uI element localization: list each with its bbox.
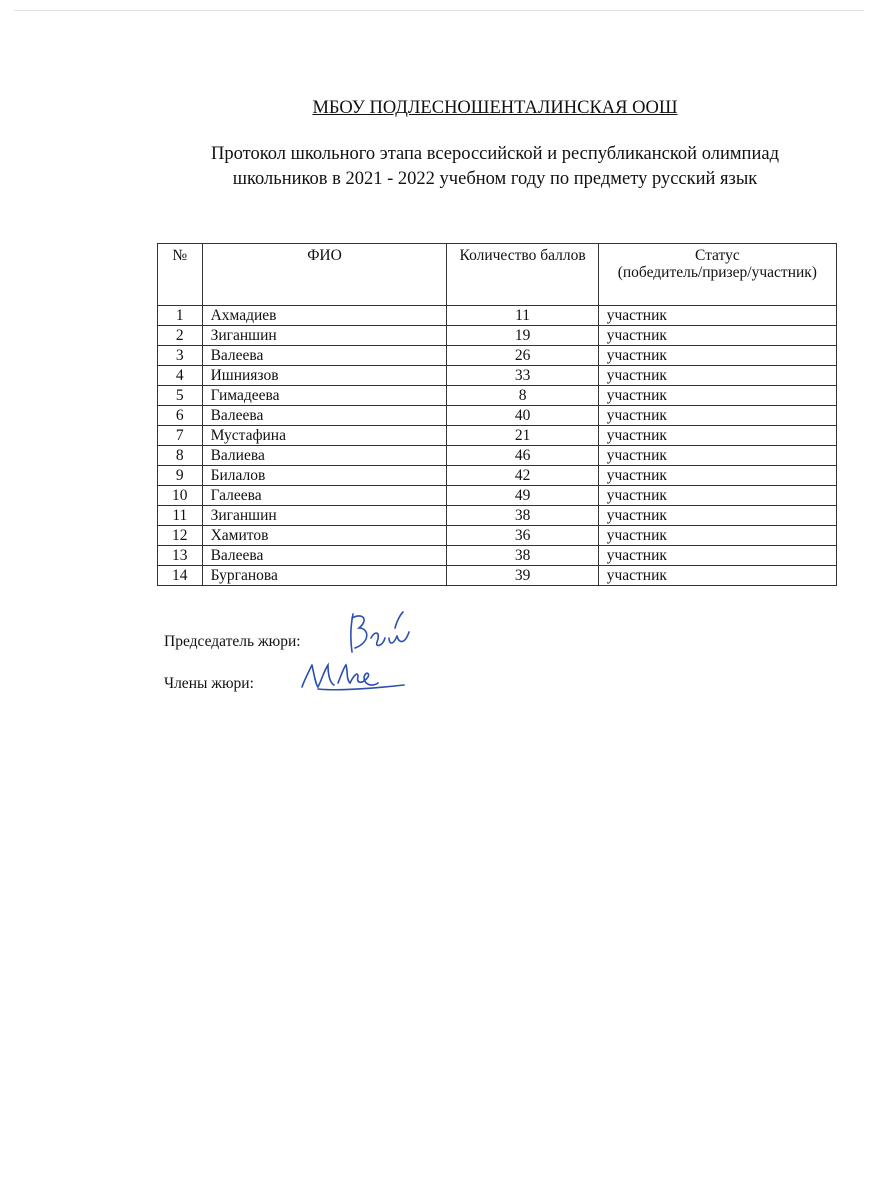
row-score: 42: [447, 466, 598, 486]
row-name: Ахмадиев: [202, 306, 447, 326]
row-name: Гимадеева: [202, 386, 447, 406]
row-status: участник: [598, 506, 836, 526]
row-status: участник: [598, 306, 836, 326]
row-status: участник: [598, 406, 836, 426]
row-score: 36: [447, 526, 598, 546]
row-num: 11: [158, 506, 203, 526]
protocol-title-line-1: Протокол школьного этапа всероссийской и республиканской олимпиад: [211, 144, 779, 164]
row-name: Бурганова: [202, 566, 447, 586]
row-num: 2: [158, 326, 203, 346]
row-score: 39: [447, 566, 598, 586]
table-row: [158, 326, 837, 346]
row-name: Валеева: [202, 406, 447, 426]
table-row: [158, 306, 837, 326]
row-num: 12: [158, 526, 203, 546]
row-score: 8: [447, 386, 598, 406]
header-status: [598, 244, 836, 306]
row-status: участник: [598, 426, 836, 446]
table-row: [158, 386, 837, 406]
chair-signature: [345, 608, 415, 660]
row-num: 5: [158, 386, 203, 406]
row-status: участник: [598, 486, 836, 506]
row-score: 49: [447, 486, 598, 506]
row-name: Билалов: [202, 466, 447, 486]
table-row: [158, 526, 837, 546]
results-table: [157, 243, 837, 586]
header-name: ФИО: [202, 244, 447, 306]
table-header-row: [158, 244, 837, 306]
row-num: 9: [158, 466, 203, 486]
row-name: Валеева: [202, 546, 447, 566]
row-status: участник: [598, 366, 836, 386]
row-name: Галеева: [202, 486, 447, 506]
table-row: [158, 506, 837, 526]
row-num: 8: [158, 446, 203, 466]
row-score: 26: [447, 346, 598, 366]
jury-chair-label: Председатель жюри:: [164, 633, 301, 650]
row-score: 11: [447, 306, 598, 326]
row-score: 40: [447, 406, 598, 426]
row-name: Мустафина: [202, 426, 447, 446]
protocol-title-line-2: школьников в 2021 - 2022 учебном году по предмету русский язык: [232, 169, 758, 189]
row-status: участник: [598, 386, 836, 406]
row-name: Зиганшин: [202, 326, 447, 346]
row-status: участник: [598, 526, 836, 546]
table-row: [158, 546, 837, 566]
table-row: [158, 366, 837, 386]
table-row: [158, 426, 837, 446]
row-num: 10: [158, 486, 203, 506]
header-status-line-1: Статус: [694, 247, 740, 264]
row-score: 19: [447, 326, 598, 346]
row-score: 38: [447, 506, 598, 526]
table-row: [158, 446, 837, 466]
table-row: [158, 486, 837, 506]
protocol-title: [0, 142, 872, 192]
row-num: 6: [158, 406, 203, 426]
row-name: Хамитов: [202, 526, 447, 546]
row-name: Валиева: [202, 446, 447, 466]
row-score: 21: [447, 426, 598, 446]
row-name: Ишниязов: [202, 366, 447, 386]
table-row: [158, 466, 837, 486]
row-status: участник: [598, 326, 836, 346]
row-name: Валеева: [202, 346, 447, 366]
header-score: Количество баллов: [447, 244, 598, 306]
row-num: 14: [158, 566, 203, 586]
row-score: 46: [447, 446, 598, 466]
row-status: участник: [598, 546, 836, 566]
row-num: 13: [158, 546, 203, 566]
members-signature: [298, 655, 410, 695]
table-row: [158, 566, 837, 586]
table-row: [158, 346, 837, 366]
row-status: участник: [598, 466, 836, 486]
header-num: №: [158, 244, 203, 306]
row-num: 4: [158, 366, 203, 386]
row-status: участник: [598, 566, 836, 586]
table-row: [158, 406, 837, 426]
table-body: [158, 306, 837, 586]
row-status: участник: [598, 446, 836, 466]
row-name: Зиганшин: [202, 506, 447, 526]
row-num: 7: [158, 426, 203, 446]
row-status: участник: [598, 346, 836, 366]
row-num: 3: [158, 346, 203, 366]
row-score: 33: [447, 366, 598, 386]
jury-members-label: Члены жюри:: [164, 675, 254, 692]
school-title: МБОУ ПОДЛЕСНОШЕНТАЛИНСКАЯ ООШ: [312, 98, 678, 118]
row-score: 38: [447, 546, 598, 566]
header-status-line-2: (победитель/призер/участник): [617, 264, 817, 281]
scan-edge-line: [14, 10, 864, 11]
row-num: 1: [158, 306, 203, 326]
